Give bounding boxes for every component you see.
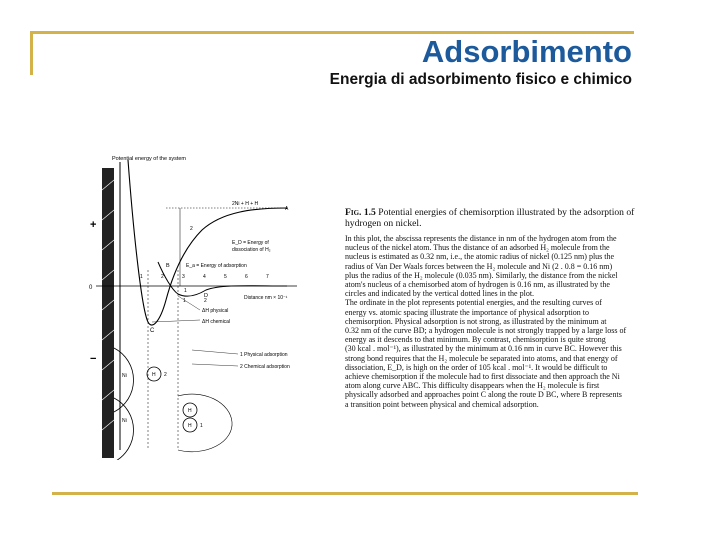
x-tick-labels xyxy=(140,274,269,280)
dh-chemical-label: ΔH chemical xyxy=(202,319,231,325)
caption-heading xyxy=(345,208,655,229)
legend-pointer-1 xyxy=(192,350,238,354)
x-tick: 6 xyxy=(245,274,248,280)
h-label: H xyxy=(152,372,156,378)
ea-label: E_a = Energy of adsorption xyxy=(186,263,247,269)
x-tick: 7 xyxy=(266,274,269,280)
ed-label-1: E_D = Energy of xyxy=(232,240,269,246)
physisorbed-molecule-outline xyxy=(178,394,232,452)
figure-caption xyxy=(345,208,655,409)
ni-label: Ni xyxy=(122,373,127,379)
curve-end-letter: A xyxy=(285,206,289,212)
caption-line: nucleus of the nickel atom. Thus the distance of an adsorbed H₂ molecule from the xyxy=(345,243,610,253)
x-tick: 3 xyxy=(182,274,185,280)
caption-line: 0.32 nm of the curve BD; a hydrogen molecule is not strongly trapped by a large loss of xyxy=(345,326,627,336)
atom-tag-2: 2 xyxy=(164,372,167,378)
slide-title: Adsorbimento xyxy=(421,34,632,69)
caption-line: strong bond requires that the H₂ molecule be separated into atoms, and that energy of xyxy=(345,353,618,363)
x-tick: 4 xyxy=(203,274,206,280)
potential-energy-diagram xyxy=(82,150,322,460)
x-tick: 1 xyxy=(140,274,143,280)
frame-bottom-line xyxy=(52,492,638,495)
legend-chemical: 2 Chemical adsorption xyxy=(240,364,290,370)
dh-chemical-pointer xyxy=(152,320,200,322)
lower-tick: 1 xyxy=(183,298,186,304)
h-label-2: H xyxy=(188,408,192,414)
nickel-atom-lower xyxy=(114,398,134,460)
x-tick: 2 xyxy=(161,274,164,280)
caption-line: atom along curve ABC. This difficulty disappears when the H₂ molecule is first xyxy=(345,381,600,391)
frame-left-line xyxy=(30,31,33,75)
caption-line: physically adsorbed and approaches point C along the route D BC, where B represents xyxy=(345,390,622,400)
caption-line: circles and indicated by the vertical dotted lines in the plot. xyxy=(345,289,535,299)
atom-tag-1: 1 xyxy=(200,423,203,429)
x-tick: 5 xyxy=(224,274,227,280)
label-c: C xyxy=(150,328,155,334)
x-axis-label: Distance nm × 10⁻¹ xyxy=(244,295,288,301)
caption-line: energy as it descends to that minimum. By contrast, chemisorption is quite strong xyxy=(345,335,606,345)
dh-physical-pointer xyxy=(178,296,200,310)
caption-line: nucleus is estimated as 0.32 nm, i.e., the atomic radius of nickel (0.125 nm) plus the xyxy=(345,252,615,262)
caption-line: a transition point between physical and chemical adsorption. xyxy=(345,399,539,409)
h-label-3: H xyxy=(188,423,192,429)
plus-sign: + xyxy=(90,219,97,231)
lower-tick: 2 xyxy=(204,298,207,304)
dh-physical-label: ΔH physical xyxy=(202,308,229,314)
minus-sign: − xyxy=(90,353,97,365)
caption-line: dissociation, E_D, is high on the order of 105 kcal . mol⁻¹. It would be difficult to xyxy=(345,362,608,372)
caption-line: (30 kcal . mol⁻¹), as illustrated by the minimum at 0.16 nm in curve BC. However this xyxy=(345,344,622,354)
caption-line: atom's nucleus of a chemisorbed atom of hydrogen is 0.16 nm, as illustrated by the xyxy=(345,280,610,290)
caption-body xyxy=(345,234,655,409)
label-curve1: 1 xyxy=(184,288,187,294)
caption-line: chemisorption. Physical adsorption is not strong, as illustrated by the minimum at xyxy=(345,316,607,326)
caption-line: energy vs. atomic spacing illustrate the importance of physical adsorption to xyxy=(345,307,590,317)
label-curve2: 2 xyxy=(190,226,193,232)
nickel-atom-upper xyxy=(114,348,134,412)
slide-subtitle: Energia di adsorbimento fisico e chimico xyxy=(329,71,632,88)
caption-line: The ordinate in the plot represents potential energies, and the resulting curves of xyxy=(345,298,602,308)
caption-title-text: Potential energies of chemisorption illustrated by the adsorption of hydrogen on nickel. xyxy=(345,207,635,229)
label-b: B xyxy=(166,263,170,269)
caption-line: In this plot, the abscissa represents the distance in nm of the hydrogen atom from the xyxy=(345,234,617,243)
label-d: D xyxy=(204,293,208,299)
zero-label: 0 xyxy=(89,285,93,291)
legend-pointer-2 xyxy=(192,364,238,366)
caption-line: achieve chemisorption if the molecule had to first dissociate and then approach the Ni xyxy=(345,372,620,382)
y-axis-label: Potential energy of the system xyxy=(112,156,186,162)
caption-line: plus the radius of the H₂ molecule (0.035 nm). Similarly, the distance from the nickel xyxy=(345,270,618,280)
ni-label-2: Ni xyxy=(122,418,127,424)
caption-line: radius of Van Der Waals forces between the H₂ molecule and Ni (2 . 0.8 = 0.16 nm) xyxy=(345,261,613,271)
legend-physical: 1 Physical adsorption xyxy=(240,352,288,358)
ed-label-2: dissociation of H₂ xyxy=(232,247,271,253)
curve-end-label: 2Ni + H + H xyxy=(232,201,259,207)
figure-number: Fig. 1.5 xyxy=(345,207,376,218)
